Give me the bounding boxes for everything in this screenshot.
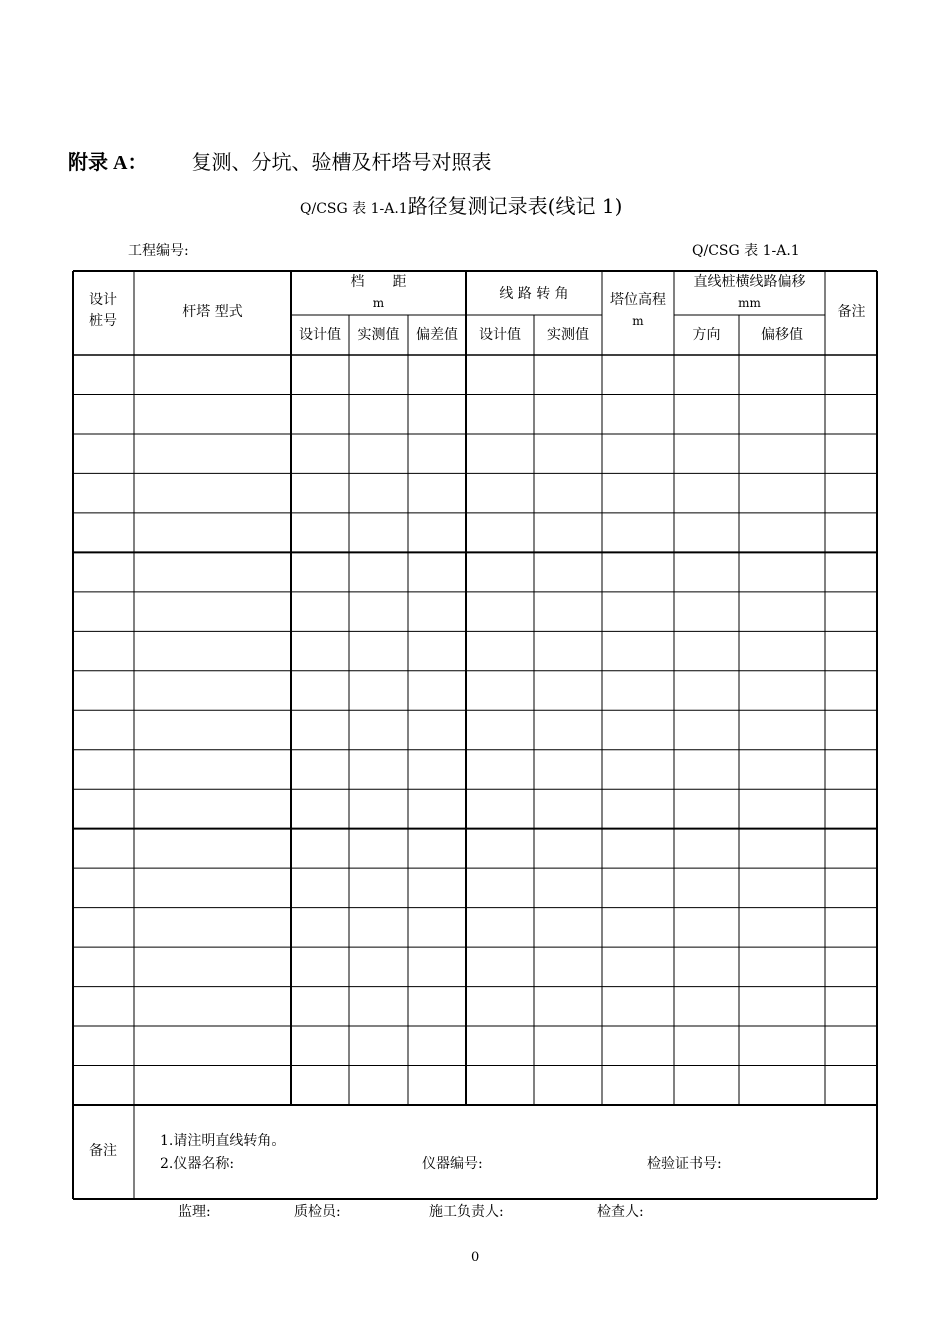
supervisor-label: 监理: (178, 1204, 211, 1220)
appendix-label: 附录 A： (68, 152, 148, 174)
header-design-pile-line2: 桩号 (89, 313, 117, 329)
table-grid (72, 270, 878, 1200)
header-span-label: 档 距 (350, 274, 407, 290)
header-design-pile-line1: 设计 (89, 292, 117, 308)
remarks-certificate-number: 检验证书号: (647, 1156, 722, 1172)
quality-inspector-label: 质检员: (294, 1204, 341, 1220)
header-offset-label: 直线桩横线路偏移 (693, 274, 806, 290)
subheader-angle-measured: 实测值 (547, 327, 589, 343)
checker-label: 检查人: (597, 1204, 644, 1220)
header-elevation-label: 塔位高程 (610, 292, 666, 308)
table-title-code: Q/CSG 表 1-A.1 (300, 201, 408, 217)
record-table (72, 270, 878, 1200)
remarks-instrument-number: 仪器编号: (422, 1156, 483, 1172)
subheader-angle-design: 设计值 (479, 327, 521, 343)
subheader-span-deviation: 偏差值 (416, 327, 458, 343)
appendix-title: 复测、分坑、验槽及杆塔号对照表 (191, 150, 492, 174)
subheader-offset-direction: 方向 (692, 327, 721, 343)
header-offset (674, 272, 825, 314)
header-angle: 线 路 转 角 (499, 286, 569, 302)
header-elevation (602, 290, 674, 332)
table-title (300, 190, 622, 219)
form-code: Q/CSG 表 1-A.1 (692, 243, 800, 259)
subheader-span-measured: 实测值 (357, 327, 400, 343)
appendix-heading (68, 146, 491, 175)
signature-line (178, 1201, 644, 1221)
remarks-instrument-name: 2.仪器名称: (160, 1156, 235, 1172)
header-tower-type: 杆塔 型式 (182, 304, 243, 320)
header-offset-unit: mm (738, 296, 761, 310)
remarks-line-1: 1.请注明直线转角。 (160, 1133, 286, 1149)
header-remark: 备注 (837, 304, 866, 320)
header-span-unit: m (372, 296, 385, 310)
subheader-span-design: 设计值 (299, 327, 341, 343)
project-number-label: 工程编号: (128, 243, 189, 259)
table-title-name: 路径复测记录表(线记 1) (407, 194, 623, 218)
remarks-label: 备注 (89, 1143, 117, 1159)
construction-lead-label: 施工负责人: (429, 1204, 504, 1220)
header-design-pile (72, 290, 134, 332)
header-elevation-unit: m (632, 314, 644, 328)
header-span (291, 272, 466, 314)
page-number: 0 (471, 1250, 480, 1265)
subheader-offset-value: 偏移值 (761, 327, 803, 343)
